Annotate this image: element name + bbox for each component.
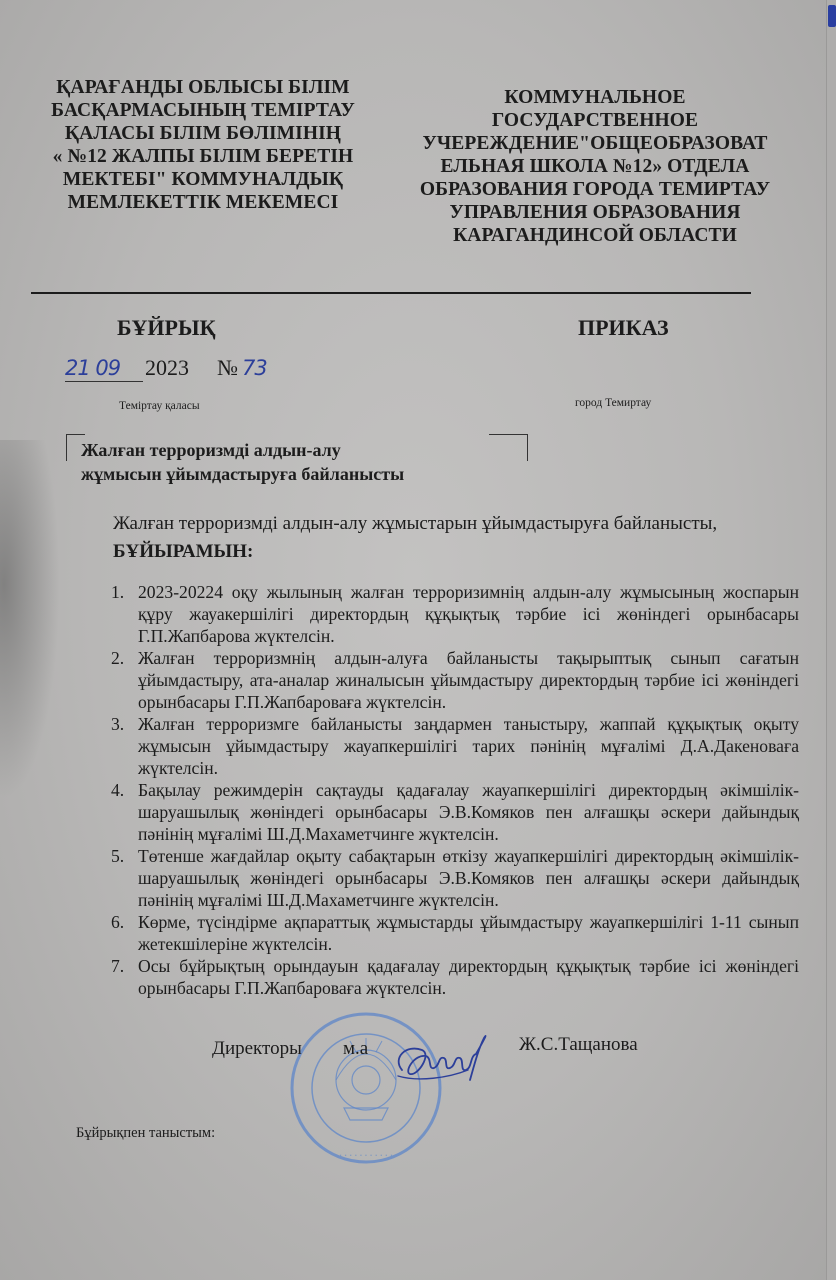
order-text: 2023-20224 оқу жылының жалған терроризимнің алдын-алу жұмысының жоспарын құру жауакершілігі директордың құқықтық тәрбие ісі жөніндегі орынбасары Г.П.Жапбарова жүктелсін. [138, 582, 799, 646]
signatory-role: Директоры [212, 1038, 302, 1059]
order-text: Жалған терроризмге байланысты заңдармен таныстыру, жаппай құқықтық оқыту жұмысын ұйымдастыру жауапкершілігі тарих пәнінің мұғалімі Д.А.Дакеноваға жүктелсін. [138, 714, 799, 778]
org-header-kz-line: ҚАЛАСЫ БІЛІМ БӨЛІМІНІҢ [64, 123, 342, 144]
orders-list [111, 581, 799, 999]
order-item [111, 779, 799, 845]
org-header-kz-line: ҚАРАҒАНДЫ ОБЛЫСЫ БІЛІМ [56, 77, 350, 98]
order-word: БҰЙЫРАМЫН: [113, 541, 254, 562]
org-header-kz [22, 76, 384, 214]
order-number: 7. [111, 956, 125, 976]
order-item [111, 581, 799, 647]
order-number: 4. [111, 780, 125, 800]
doc-type-kz: БҰЙРЫҚ [117, 315, 216, 340]
order-item [111, 845, 799, 911]
year: 2023 [145, 355, 189, 380]
number-sign: № [217, 355, 238, 380]
place-ru: город Темиртау [575, 397, 652, 409]
order-text: Жалған терроризмнің алдын-алуға байланысты тақырыптық сынып сағатын ұйымдастыру, ата-аналар жиналысын ұйымдастыру директордың тәрбие ісі жөніндегі орынбасары Г.П.Жапбароваға жүктелсін. [138, 648, 799, 712]
doc-type-ru: ПРИКАЗ [578, 315, 669, 340]
handwritten-date: 21 09 [65, 356, 121, 380]
org-header-ru-line: КОММУНАЛЬНОЕ [504, 87, 686, 108]
order-number: 1. [111, 582, 125, 602]
page-edge [826, 0, 836, 1280]
svg-text:· · · · · · · · · · ·: · · · · · · · · · · · [339, 1152, 393, 1160]
page-shadow [0, 440, 60, 800]
order-number: 3. [111, 714, 125, 734]
order-item [111, 955, 799, 999]
header-divider [31, 292, 751, 294]
org-header-kz-line: « №12 ЖАЛПЫ БІЛІМ БЕРЕТІН [52, 146, 354, 167]
order-number: 6. [111, 912, 125, 932]
subject-bracket-right [489, 434, 528, 461]
order-subject [66, 438, 466, 486]
preamble-text: Жалған терроризмді алдын-алу жұмыстарын ұйымдастыруға байланысты, [113, 513, 718, 534]
signatory-name: Ж.С.Тащанова [519, 1034, 638, 1055]
order-text: Көрме, түсіндірме ақпараттық жұмыстарды ұйымдастыру жауапкершілігі 1-11 сынып жетекшілеріне жүктелсін. [138, 912, 799, 954]
acting-abbrev: м.а [343, 1038, 369, 1059]
order-number: 2. [111, 648, 125, 668]
org-header-kz-line: МЕКТЕБІ" КОММУНАЛДЫҚ [62, 169, 344, 190]
order-text: Төтенше жағдайлар оқыту сабақтарын өткізу жауапкершілігі директордың әкімшілік-шаруашылық жөніндегі орынбасары Э.В.Комяков пен алғашқы әскери дайындық пәнінің мұғалімі Ш.Д.Махаметчинге жүктелсін. [138, 846, 799, 910]
org-header-ru-line: УПРАВЛЕНИЯ ОБРАЗОВАНИЯ [449, 202, 741, 223]
date-number-line [65, 355, 267, 382]
org-header-ru-line: УЧЕРЕЖДЕНИЕ"ОБЩЕОБРАЗОВАТ [422, 133, 768, 154]
order-item [111, 713, 799, 779]
date-field [65, 355, 143, 382]
subject-line: жұмысын ұйымдастыруға байланысты [81, 464, 405, 484]
org-header-ru [395, 86, 795, 247]
order-text: Бақылау режимдерін сақтауды қадағалау жауапкершілігі директордың әкімшілік-шаруашылық жөніндегі орынбасары Э.В.Комяков пен алғашқы әскери дайындық пәнінің мұғалімі Ш.Д.Махаметчинге жүктелсін. [138, 780, 799, 844]
handwritten-signature-icon [388, 1030, 498, 1090]
org-header-kz-line: БАСҚАРМАСЫНЫҢ ТЕМІРТАУ [51, 100, 355, 121]
subject-bracket-left [66, 434, 85, 461]
org-header-ru-line: КАРАГАНДИНСОЙ ОБЛАСТИ [453, 225, 737, 246]
org-header-ru-line: ЕЛЬНАЯ ШКОЛА №12» ОТДЕЛА [440, 156, 750, 177]
order-item [111, 911, 799, 955]
order-text: Осы бұйрықтың орындауын қадағалау директордың құқықтық тәрбие ісі жөніндегі орынбасары Г.П.Жапбароваға жүктелсін. [138, 956, 799, 998]
org-header-ru-line: ОБРАЗОВАНИЯ ГОРОДА ТЕМИРТАУ [419, 179, 771, 200]
place-kz: Теміртау қаласы [119, 400, 200, 412]
org-header-ru-line: ГОСУДАРСТВЕННОЕ [491, 110, 699, 131]
subject-line: Жалған терроризмді алдын-алу [81, 440, 341, 460]
order-item [111, 647, 799, 713]
binder-clip [828, 5, 836, 27]
org-header-kz-line: МЕМЛЕКЕТТІК МЕКЕМЕСІ [67, 192, 339, 213]
handwritten-order-number: 73 [242, 356, 267, 380]
order-number: 5. [111, 846, 125, 866]
preamble [113, 510, 717, 566]
acknowledgement-label: Бұйрықпен таныстым: [76, 1125, 216, 1141]
